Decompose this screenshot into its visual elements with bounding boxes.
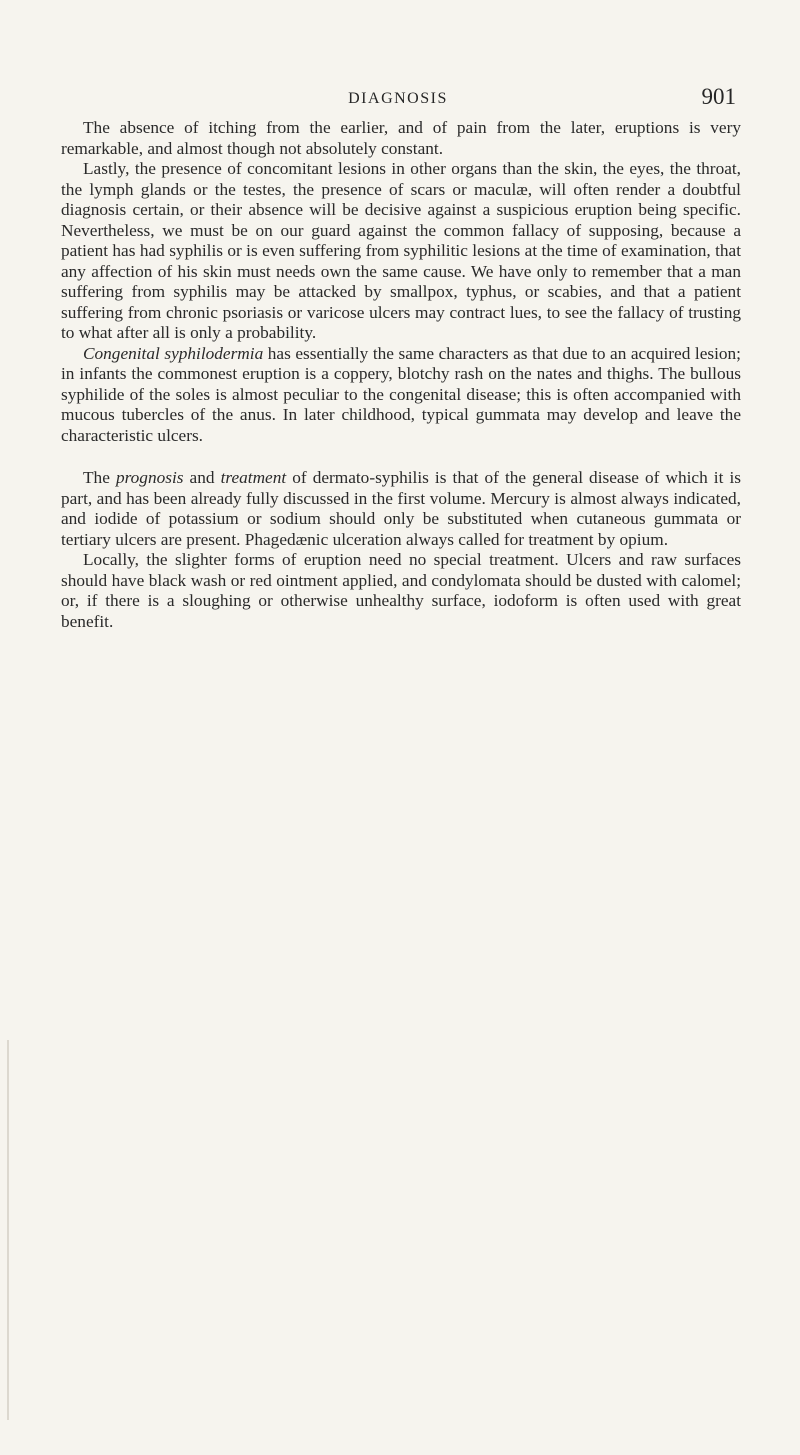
paragraph-prognosis-mid: and <box>183 468 221 487</box>
italic-prognosis: prognosis <box>115 468 184 487</box>
body-text <box>61 118 741 632</box>
italic-treatment: treatment <box>220 468 287 487</box>
paragraph-prognosis-treatment <box>61 468 741 550</box>
page-number: 901 <box>701 84 736 109</box>
italic-congenital-syphilodermia: Congenital syphilodermia <box>83 343 264 363</box>
paragraph-concomitant-lesions: Lastly, the presence of concomitant lesions in other organs than the skin, the eyes, the throat, the lymph glands or the testes, the presence of scars or maculæ, will often render a doubtful diagnosis certain, or their absence will be decisive against a suspicious eruption being specific. Nevertheless, we must be on our guard against the common fallacy of supposing, because a patient has had syphilis or is even suffering from syphilitic lesions at the time of examination, that any affection of his skin must needs own the same cause. We have only to remember that a man suffering from syphilis may be attacked by smallpox, typhus, or scabies, and that a patient suffering from chronic psoriasis or varicose ulcers may contract lues, to see the fallacy of trusting to what after all is only a probability. <box>61 159 741 342</box>
paragraph-local-treatment: Locally, the slighter forms of eruption need no special treatment. Ulcers and raw surfaces should have black wash or red ointment applied, and condylomata should be dusted with calomel; or, if there is a sloughing or otherwise unhealthy surface, iodoform is often used with great benefit. <box>61 550 741 631</box>
running-title: DIAGNOSIS <box>348 90 448 107</box>
scan-artifact-line <box>7 1040 9 1420</box>
paragraph-prognosis-text: of dermato-syphilis is that of the general disease of which it is part, and has been already fully discussed in the first volume. Mercury is almost always indicated, and iodide of potassium or sodium should only be substituted when cutaneous gummata or tertiary ulcers are present. Phagedænic ulceration always called for treatment by opium. <box>61 468 741 549</box>
paragraph-itching: The absence of itching from the earlier, and of pain from the later, eruptions is very remarkable, and almost though not absolutely constant. <box>61 118 741 158</box>
paragraph-congenital <box>61 344 741 447</box>
paragraph-prognosis-lead: The <box>83 468 116 487</box>
running-head <box>60 84 736 114</box>
paragraph-congenital-text: has essentially the same characters as that due to an acquired lesion; in infants the commonest eruption is a coppery, blotchy rash on the nates and thighs. The bullous syphilide of the soles is almost peculiar to the congenital disease; this is often accompanied with mucous tubercles of the anus. In later childhood, typical gummata may develop and leave the characteristic ulcers. <box>61 343 741 445</box>
